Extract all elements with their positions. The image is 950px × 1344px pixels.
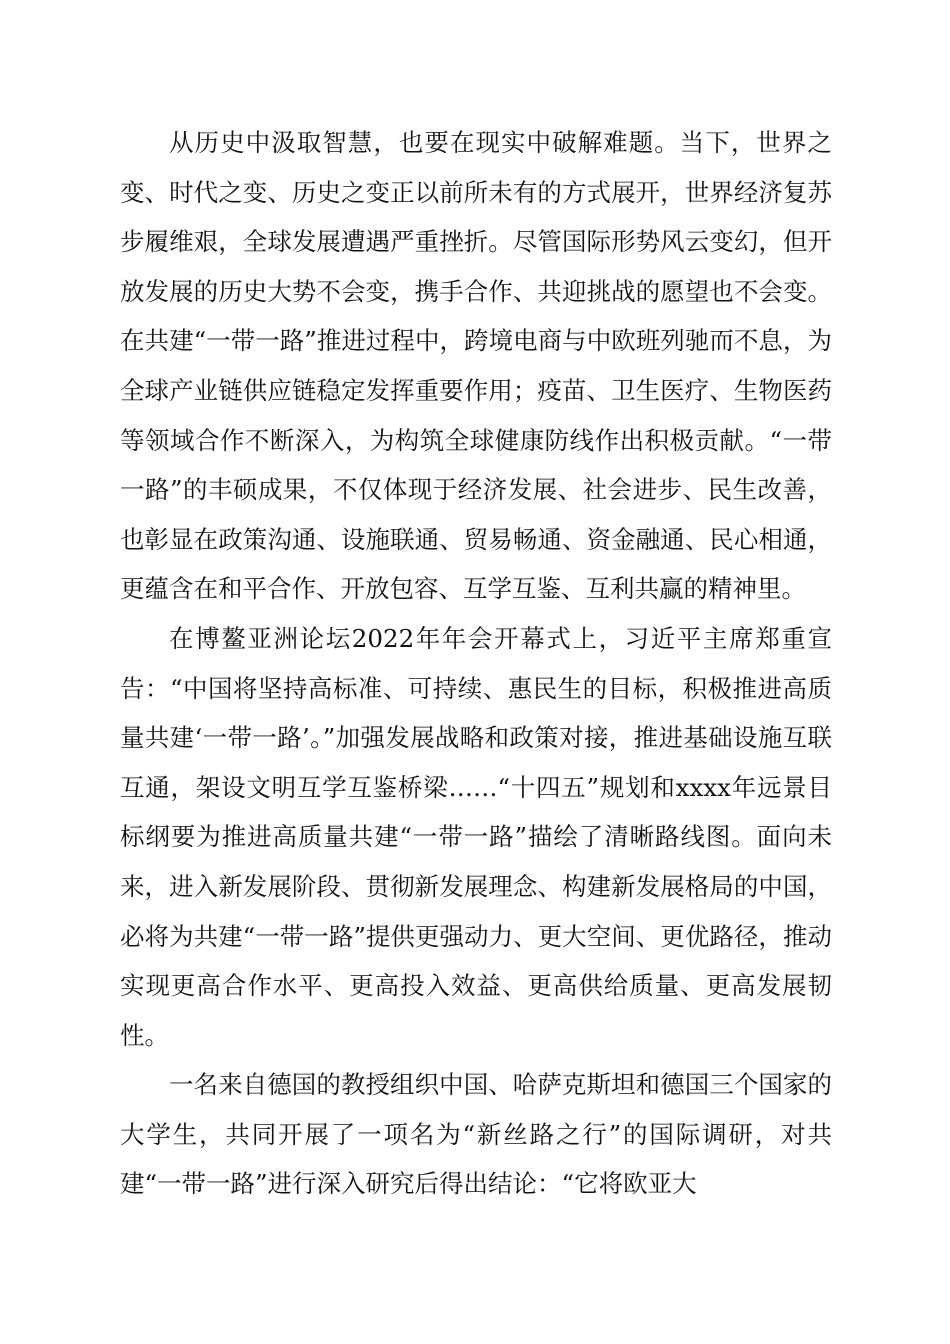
paragraph-3: 一名来自德国的教授组织中国、哈萨克斯坦和德国三个国家的大学生，共同开展了一项名为“新丝路之行”的国际调研，对共建“一带一路”进行深入研究后得出结论：“它将欧亚大 bbox=[120, 1070, 832, 1199]
document-body bbox=[120, 118, 832, 1209]
paragraph-1: 从历史中汲取智慧，也要在现实中破解难题。当下，世界之变、时代之变、历史之变正以前所未有的方式展开，世界经济复苏步履维艰，全球发展遭遇严重挫折。尽管国际形势风云变幻，但开放发展的历史大势不会变，携手合作、共迎挑战的愿望也不会变。在共建“一带一路”推进过程中，跨境电商与中欧班列驰而不息，为全球产业链供应链稳定发挥重要作用；疫苗、卫生医疗、生物医药等领域合作不断深入，为构筑全球健康防线作出积极贡献。“一带一路”的丰硕成果，不仅体现于经济发展、社会进步、民生改善，也彰显在政策沟通、设施联通、贸易畅通、资金融通、民心相通，更蕴含在和平合作、开放包容、互学互鉴、互利共赢的精神里。 bbox=[120, 128, 832, 604]
paragraph-2: 在博鳌亚洲论坛2022年年会开幕式上，习近平主席郑重宣告：“中国将坚持高标准、可持续、惠民生的目标，积极推进高质量共建‘一带一路’。”加强发展战略和政策对接，推进基础设施互联互通，架设文明互学互鉴桥梁……“十四五”规划和xxxx年远景目标纲要为推进高质量共建“一带一路”描绘了清晰路线图。面向未来，进入新发展阶段、贯彻新发展理念、构建新发展格局的中国，必将为共建“一带一路”提供更强动力、更大空间、更优路径，推动实现更高合作水平、更高投入效益、更高供给质量、更高发展韧性。 bbox=[120, 623, 832, 1050]
